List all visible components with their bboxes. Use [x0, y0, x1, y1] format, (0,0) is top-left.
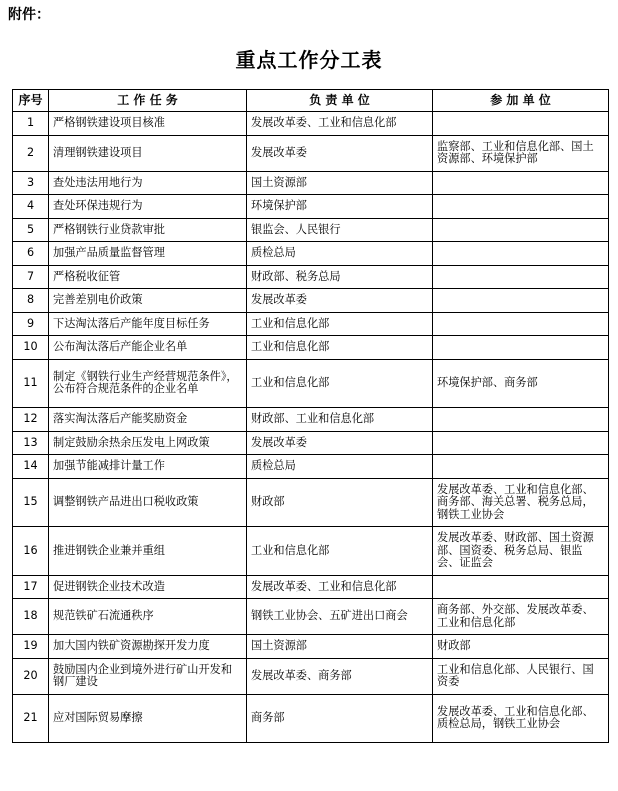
row-task: 制定鼓励余热余压发电上网政策 [49, 431, 247, 455]
row-task: 完善差别电价政策 [49, 289, 247, 313]
row-number: 14 [13, 455, 49, 479]
table-row [13, 527, 609, 576]
row-task: 加强产品质量监督管理 [49, 242, 247, 266]
header-serial-number: 序号 [13, 90, 49, 112]
row-participating-units: 财政部 [433, 635, 609, 659]
table-row [13, 431, 609, 455]
row-number: 21 [13, 694, 49, 743]
row-lead-unit: 银监会、人民银行 [247, 218, 433, 242]
row-lead-unit: 钢铁工业协会、五矿进出口商会 [247, 599, 433, 635]
row-number: 17 [13, 575, 49, 599]
header-participating-units: 参 加 单 位 [433, 90, 609, 112]
row-participating-units [433, 171, 609, 195]
row-task: 促进钢铁企业技术改造 [49, 575, 247, 599]
row-participating-units [433, 242, 609, 266]
row-task: 清理钢铁建设项目 [49, 135, 247, 171]
row-task: 公布淘汰落后产能企业名单 [49, 336, 247, 360]
row-lead-unit: 国土资源部 [247, 635, 433, 659]
table-row [13, 312, 609, 336]
table-row [13, 478, 609, 527]
table-row [13, 112, 609, 136]
row-number: 12 [13, 408, 49, 432]
row-number: 10 [13, 336, 49, 360]
row-number: 15 [13, 478, 49, 527]
row-lead-unit: 国土资源部 [247, 171, 433, 195]
row-participating-units [433, 336, 609, 360]
row-participating-units [433, 289, 609, 313]
table-row [13, 599, 609, 635]
table-row [13, 218, 609, 242]
row-number: 2 [13, 135, 49, 171]
row-lead-unit: 发展改革委、商务部 [247, 658, 433, 694]
row-task: 查处违法用地行为 [49, 171, 247, 195]
table-row [13, 359, 609, 408]
row-participating-units [433, 195, 609, 219]
row-participating-units [433, 455, 609, 479]
task-division-table [12, 89, 609, 743]
header-task: 工 作 任 务 [49, 90, 247, 112]
row-lead-unit: 财政部、税务总局 [247, 265, 433, 289]
table-row [13, 171, 609, 195]
row-number: 18 [13, 599, 49, 635]
row-task: 制定《钢铁行业生产经营规范条件》，公布符合规范条件的企业名单 [49, 359, 247, 408]
table-row [13, 694, 609, 743]
row-participating-units: 发展改革委、工业和信息化部、商务部、海关总署、税务总局，钢铁工业协会 [433, 478, 609, 527]
table-row [13, 135, 609, 171]
row-number: 8 [13, 289, 49, 313]
row-task: 推进钢铁企业兼并重组 [49, 527, 247, 576]
row-task: 调整钢铁产品进出口税收政策 [49, 478, 247, 527]
row-number: 1 [13, 112, 49, 136]
row-task: 加强节能减排计量工作 [49, 455, 247, 479]
row-task: 严格税收征管 [49, 265, 247, 289]
table-row [13, 658, 609, 694]
table-row [13, 455, 609, 479]
row-participating-units [433, 218, 609, 242]
row-lead-unit: 环境保护部 [247, 195, 433, 219]
row-task: 下达淘汰落后产能年度目标任务 [49, 312, 247, 336]
header-lead-unit: 负 责 单 位 [247, 90, 433, 112]
row-task: 严格钢铁建设项目核准 [49, 112, 247, 136]
row-task: 查处环保违规行为 [49, 195, 247, 219]
row-lead-unit: 工业和信息化部 [247, 312, 433, 336]
row-task: 应对国际贸易摩擦 [49, 694, 247, 743]
table-row [13, 195, 609, 219]
row-participating-units: 发展改革委、工业和信息化部、质检总局，钢铁工业协会 [433, 694, 609, 743]
row-lead-unit: 工业和信息化部 [247, 336, 433, 360]
row-participating-units: 监察部、工业和信息化部、国土资源部、环境保护部 [433, 135, 609, 171]
row-number: 13 [13, 431, 49, 455]
row-task: 鼓励国内企业到境外进行矿山开发和钢厂建设 [49, 658, 247, 694]
row-lead-unit: 财政部、工业和信息化部 [247, 408, 433, 432]
table-row [13, 289, 609, 313]
table-row [13, 265, 609, 289]
row-participating-units [433, 431, 609, 455]
row-number: 20 [13, 658, 49, 694]
row-task: 严格钢铁行业贷款审批 [49, 218, 247, 242]
table-row [13, 242, 609, 266]
attachment-label: 附件： [8, 7, 50, 23]
row-lead-unit: 发展改革委 [247, 431, 433, 455]
row-participating-units: 发展改革委、财政部、国土资源部、国资委、税务总局、银监会、证监会 [433, 527, 609, 576]
row-number: 3 [13, 171, 49, 195]
row-participating-units [433, 112, 609, 136]
row-task: 加大国内铁矿资源勘探开发力度 [49, 635, 247, 659]
row-number: 19 [13, 635, 49, 659]
row-participating-units: 工业和信息化部、人民银行、国资委 [433, 658, 609, 694]
table-row [13, 575, 609, 599]
row-participating-units [433, 575, 609, 599]
row-participating-units [433, 265, 609, 289]
table-row [13, 408, 609, 432]
row-number: 5 [13, 218, 49, 242]
row-lead-unit: 发展改革委、工业和信息化部 [247, 112, 433, 136]
table-row [13, 635, 609, 659]
table-row [13, 336, 609, 360]
row-number: 6 [13, 242, 49, 266]
row-participating-units [433, 312, 609, 336]
row-lead-unit: 质检总局 [247, 455, 433, 479]
row-lead-unit: 工业和信息化部 [247, 359, 433, 408]
row-number: 9 [13, 312, 49, 336]
row-lead-unit: 商务部 [247, 694, 433, 743]
row-participating-units: 商务部、外交部、发展改革委、工业和信息化部 [433, 599, 609, 635]
row-number: 4 [13, 195, 49, 219]
document-title: 重点工作分工表 [235, 48, 383, 72]
row-task: 规范铁矿石流通秩序 [49, 599, 247, 635]
row-task: 落实淘汰落后产能奖励资金 [49, 408, 247, 432]
row-lead-unit: 财政部 [247, 478, 433, 527]
row-lead-unit: 发展改革委 [247, 135, 433, 171]
row-number: 16 [13, 527, 49, 576]
table-header-row [13, 90, 609, 112]
row-lead-unit: 发展改革委、工业和信息化部 [247, 575, 433, 599]
row-lead-unit: 工业和信息化部 [247, 527, 433, 576]
row-lead-unit: 发展改革委 [247, 289, 433, 313]
row-participating-units: 环境保护部、商务部 [433, 359, 609, 408]
row-participating-units [433, 408, 609, 432]
row-number: 7 [13, 265, 49, 289]
row-lead-unit: 质检总局 [247, 242, 433, 266]
row-number: 11 [13, 359, 49, 408]
